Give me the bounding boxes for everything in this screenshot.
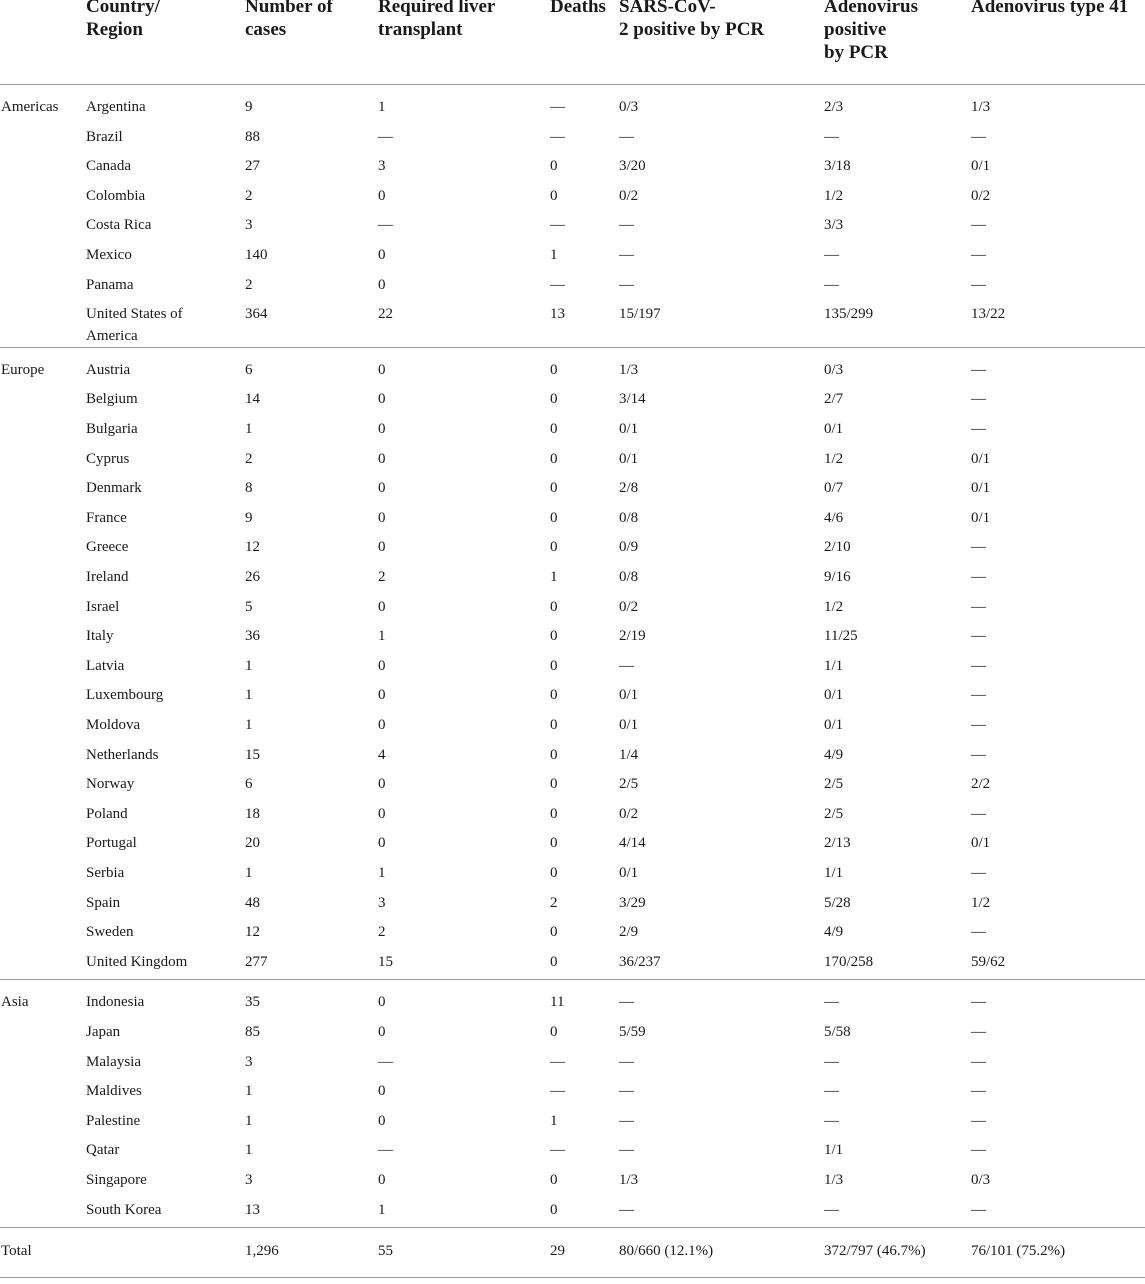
cell-adenovirus: 2/5 <box>824 805 844 822</box>
cell-adenovirus-41: — <box>971 1053 986 1070</box>
cell-cases: 3 <box>245 1053 253 1070</box>
cell-sars-cov-2: 0/1 <box>619 687 639 704</box>
cell-sars-cov-2: 5/59 <box>619 1024 646 1040</box>
cell-adenovirus-41: — <box>971 924 986 941</box>
cell-adenovirus: 170/258 <box>824 953 874 970</box>
cell-sars-cov-2: 3/14 <box>619 391 646 408</box>
cell-adenovirus-41: — <box>971 391 986 408</box>
cell-sars-cov-2: 0/3 <box>619 99 639 115</box>
cell-country: Poland <box>86 805 128 822</box>
cell-cases: 364 <box>245 306 268 323</box>
cell-adenovirus-41: — <box>971 628 986 645</box>
cell-adenovirus-41: 13/22 <box>971 306 1006 323</box>
cell-deaths: 0 <box>550 1201 558 1218</box>
cell-deaths: 0 <box>550 717 558 733</box>
cell-transplant: 0 <box>378 776 386 793</box>
cell-sars-cov-2: — <box>619 1112 634 1129</box>
cell-sars-cov-2: 1/4 <box>619 746 639 763</box>
cell-transplant: 4 <box>378 746 386 763</box>
bottom-rule <box>0 1277 1145 1278</box>
cell-transplant: 2 <box>378 924 386 941</box>
cell-deaths: 1 <box>550 569 558 585</box>
cell-country: United Kingdom <box>86 953 188 970</box>
cell-cases: 85 <box>245 1024 260 1040</box>
cell-deaths: — <box>550 217 565 234</box>
cell-country: Indonesia <box>86 994 145 1011</box>
cell-sars-cov-2: — <box>619 247 634 263</box>
cell-transplant: 0 <box>378 247 386 263</box>
region-label: Americas <box>1 99 59 115</box>
cell-transplant: 0 <box>378 994 386 1011</box>
cell-transplant: 0 <box>378 1024 386 1040</box>
cell-adenovirus: 5/58 <box>824 1024 851 1040</box>
cell-cases: 8 <box>245 480 253 497</box>
cell-transplant: 0 <box>378 539 386 556</box>
cell-country: Bulgaria <box>86 421 138 437</box>
cell-cases: 88 <box>245 128 260 145</box>
cell-adenovirus: 9/16 <box>824 569 851 585</box>
cell-transplant: 0 <box>378 187 386 204</box>
cell-adenovirus: — <box>824 1112 839 1129</box>
cell-cases: 1 <box>245 1112 253 1129</box>
cell-adenovirus-41: — <box>971 994 986 1011</box>
cell-adenovirus-41: 1/3 <box>971 99 991 115</box>
cell-transplant: 1 <box>378 628 386 645</box>
cell-transplant: 0 <box>378 391 386 408</box>
cell-country: Spain <box>86 894 121 911</box>
cell-deaths: 0 <box>550 835 558 852</box>
cell-adenovirus-41: — <box>971 1201 986 1218</box>
cell-sars-cov-2: 0/2 <box>619 805 639 822</box>
cell-adenovirus-41: — <box>971 361 986 378</box>
cell-adenovirus: 1/1 <box>824 1142 844 1159</box>
cell-country: United States of America <box>86 306 183 345</box>
cell-sars-cov-2: 3/20 <box>619 158 646 175</box>
cell-deaths: 1 <box>550 247 558 263</box>
cell-deaths: 0 <box>550 746 558 763</box>
cell-adenovirus-41: 1/2 <box>971 894 991 911</box>
cell-transplant: — <box>378 128 393 145</box>
header-adenovirus-41: Adenovirus type 41 <box>971 0 1129 17</box>
cell-adenovirus: 0/3 <box>824 361 844 378</box>
cell-sars-cov-2: 0/1 <box>619 717 639 733</box>
cell-sars-cov-2: — <box>619 1201 634 1218</box>
cell-transplant: — <box>378 1053 393 1070</box>
cell-cases: 1 <box>245 1142 253 1159</box>
cell-sars-cov-2: — <box>619 1142 634 1159</box>
cell-country: Maldives <box>86 1083 142 1100</box>
cell-cases: 1 <box>245 687 253 704</box>
cell-sars-cov-2: 3/29 <box>619 894 646 911</box>
total-adenovirus: 372/797 (46.7%) <box>824 1243 926 1260</box>
cell-deaths: — <box>550 1053 565 1070</box>
cell-deaths: 0 <box>550 539 558 556</box>
total-deaths: 29 <box>550 1243 565 1260</box>
cell-cases: 14 <box>245 391 260 408</box>
cell-deaths: 0 <box>550 776 558 793</box>
cell-adenovirus: 1/1 <box>824 657 844 674</box>
region-label: Asia <box>1 994 29 1011</box>
cell-adenovirus-41: — <box>971 657 986 674</box>
cell-transplant: 0 <box>378 805 386 822</box>
cell-sars-cov-2: 4/14 <box>619 835 646 852</box>
cell-country: Qatar <box>86 1142 120 1159</box>
cell-adenovirus-41: — <box>971 598 986 615</box>
cell-adenovirus-41: — <box>971 805 986 822</box>
cell-sars-cov-2: 2/8 <box>619 480 639 497</box>
cell-deaths: 0 <box>550 805 558 822</box>
cell-sars-cov-2: 15/197 <box>619 306 661 323</box>
cell-country: Moldova <box>86 717 141 733</box>
cell-country: Costa Rica <box>86 217 152 234</box>
cell-transplant: 0 <box>378 1172 386 1188</box>
cell-cases: 140 <box>245 247 268 263</box>
total-sars-cov-2: 80/660 (12.1%) <box>619 1243 714 1260</box>
header-rule <box>0 84 1145 85</box>
cell-country: Norway <box>86 776 135 793</box>
cell-adenovirus-41: — <box>971 1112 986 1129</box>
cell-adenovirus-41: — <box>971 865 986 881</box>
cell-adenovirus: 0/1 <box>824 717 844 733</box>
cell-deaths: 0 <box>550 687 558 704</box>
cell-adenovirus: 0/7 <box>824 480 844 497</box>
cell-cases: 13 <box>245 1201 260 1218</box>
header-cases: Number of cases <box>245 0 333 40</box>
cell-adenovirus: 2/5 <box>824 776 844 793</box>
cell-adenovirus: 1/2 <box>824 598 844 615</box>
cell-country: Sweden <box>86 924 134 941</box>
group-rule <box>0 979 1145 980</box>
cell-adenovirus: — <box>824 276 839 293</box>
cell-cases: 6 <box>245 776 253 793</box>
cell-deaths: 0 <box>550 953 558 970</box>
cell-transplant: 0 <box>378 657 386 674</box>
cell-adenovirus-41: — <box>971 1024 986 1040</box>
cell-adenovirus-41: 0/1 <box>971 509 991 526</box>
cell-adenovirus-41: — <box>971 421 986 437</box>
cell-deaths: 0 <box>550 509 558 526</box>
cell-country: Greece <box>86 539 129 556</box>
cell-adenovirus: 0/1 <box>824 687 844 704</box>
cell-transplant: 0 <box>378 1083 386 1100</box>
cell-country: Italy <box>86 628 114 645</box>
cell-adenovirus: 1/2 <box>824 187 844 204</box>
cell-transplant: 3 <box>378 158 386 175</box>
cell-transplant: 3 <box>378 894 386 911</box>
cell-adenovirus: 2/3 <box>824 99 844 115</box>
cell-cases: 1 <box>245 1083 253 1100</box>
cell-deaths: 0 <box>550 1172 558 1188</box>
cell-transplant: 0 <box>378 361 386 378</box>
cell-deaths: — <box>550 128 565 145</box>
cell-country: France <box>86 509 127 526</box>
cell-adenovirus-41: 0/2 <box>971 187 991 204</box>
cell-sars-cov-2: — <box>619 276 634 293</box>
cell-cases: 9 <box>245 509 253 526</box>
cell-deaths: 0 <box>550 158 558 175</box>
cell-sars-cov-2: 2/9 <box>619 924 639 941</box>
cell-sars-cov-2: — <box>619 1083 634 1100</box>
total-label: Total <box>1 1243 32 1260</box>
cell-adenovirus: 11/25 <box>824 628 858 645</box>
cell-sars-cov-2: — <box>619 128 634 145</box>
cell-country: Panama <box>86 276 134 293</box>
cell-deaths: 0 <box>550 865 558 881</box>
cell-deaths: 2 <box>550 894 558 911</box>
cell-adenovirus: 3/18 <box>824 158 851 175</box>
region-label: Europe <box>1 361 45 378</box>
cell-deaths: — <box>550 1142 565 1159</box>
cell-adenovirus-41: — <box>971 247 986 263</box>
header-deaths: Deaths <box>550 0 606 17</box>
cell-adenovirus: 0/1 <box>824 421 844 437</box>
total-transplant: 55 <box>378 1243 393 1260</box>
cell-adenovirus-41: — <box>971 746 986 763</box>
cell-cases: 2 <box>245 187 253 204</box>
total-cases: 1,296 <box>245 1243 279 1260</box>
cell-cases: 35 <box>245 994 260 1011</box>
cell-cases: 2 <box>245 450 253 467</box>
cell-country: Argentina <box>86 99 146 115</box>
cell-deaths: 0 <box>550 421 558 437</box>
cell-transplant: 1 <box>378 99 386 115</box>
cell-transplant: 0 <box>378 421 386 437</box>
cell-deaths: 0 <box>550 1024 558 1040</box>
cell-adenovirus-41: 59/62 <box>971 953 1006 970</box>
cell-transplant: — <box>378 1142 393 1159</box>
group-rule <box>0 1227 1145 1228</box>
cell-cases: 1 <box>245 421 253 437</box>
cell-sars-cov-2: 0/1 <box>619 865 639 881</box>
cell-country: Cyprus <box>86 450 130 467</box>
cell-transplant: 0 <box>378 1112 386 1129</box>
group-rule <box>0 347 1145 348</box>
cell-deaths: 0 <box>550 450 558 467</box>
cell-adenovirus: — <box>824 1053 839 1070</box>
cell-deaths: 0 <box>550 924 558 941</box>
cell-adenovirus-41: — <box>971 687 986 704</box>
cell-transplant: 2 <box>378 569 386 585</box>
cell-cases: 3 <box>245 217 253 234</box>
cell-transplant: 0 <box>378 687 386 704</box>
cell-deaths: — <box>550 276 565 293</box>
cell-adenovirus: 1/2 <box>824 450 844 467</box>
cell-adenovirus: 4/6 <box>824 509 844 526</box>
cell-adenovirus: 4/9 <box>824 746 844 763</box>
cell-deaths: 1 <box>550 1112 558 1129</box>
cell-cases: 5 <box>245 598 253 615</box>
cell-deaths: 0 <box>550 628 558 645</box>
header-adenovirus: Adenovirus positive by PCR <box>824 0 918 63</box>
cell-cases: 12 <box>245 539 260 556</box>
cell-adenovirus-41: — <box>971 128 986 145</box>
cell-deaths: 0 <box>550 361 558 378</box>
cell-deaths: 11 <box>550 994 565 1011</box>
cell-transplant: 0 <box>378 509 386 526</box>
cell-adenovirus-41: 0/1 <box>971 835 991 852</box>
cell-country: Ireland <box>86 569 129 585</box>
cell-cases: 15 <box>245 746 260 763</box>
cell-sars-cov-2: — <box>619 1053 634 1070</box>
cell-adenovirus: 135/299 <box>824 306 874 323</box>
cell-sars-cov-2: 0/2 <box>619 598 639 615</box>
cell-country: Palestine <box>86 1112 141 1129</box>
cell-cases: 1 <box>245 717 253 733</box>
cell-cases: 1 <box>245 865 253 881</box>
cell-adenovirus-41: 2/2 <box>971 776 991 793</box>
cell-cases: 36 <box>245 628 260 645</box>
cell-sars-cov-2: 0/2 <box>619 187 639 204</box>
cell-cases: 9 <box>245 99 253 115</box>
cell-country: Mexico <box>86 247 132 263</box>
cell-country: Belgium <box>86 391 138 408</box>
cell-sars-cov-2: 0/1 <box>619 450 639 467</box>
cell-country: Singapore <box>86 1172 147 1188</box>
cell-sars-cov-2: 0/9 <box>619 539 639 556</box>
cell-transplant: 0 <box>378 480 386 497</box>
header-transplant: Required liver transplant <box>378 0 496 40</box>
cell-country: Denmark <box>86 480 142 497</box>
cell-transplant: 22 <box>378 306 393 323</box>
cell-sars-cov-2: — <box>619 994 634 1011</box>
cell-transplant: 0 <box>378 717 386 733</box>
cell-adenovirus: 2/10 <box>824 539 851 556</box>
cell-adenovirus-41: 0/1 <box>971 158 991 175</box>
cell-deaths: 0 <box>550 657 558 674</box>
cell-deaths: 13 <box>550 306 565 323</box>
cell-deaths: 0 <box>550 391 558 408</box>
cell-transplant: 15 <box>378 953 393 970</box>
cell-sars-cov-2: 2/5 <box>619 776 639 793</box>
cell-transplant: 0 <box>378 276 386 293</box>
cell-sars-cov-2: — <box>619 217 634 234</box>
cell-country: Serbia <box>86 865 125 881</box>
cell-country: South Korea <box>86 1201 162 1218</box>
cell-cases: 6 <box>245 361 253 378</box>
cell-adenovirus-41: — <box>971 539 986 556</box>
cell-adenovirus-41: — <box>971 1142 986 1159</box>
cell-sars-cov-2: 2/19 <box>619 628 646 645</box>
cell-sars-cov-2: — <box>619 657 634 674</box>
cell-adenovirus-41: — <box>971 717 986 733</box>
cell-sars-cov-2: 0/1 <box>619 421 639 437</box>
cell-deaths: — <box>550 1083 565 1100</box>
cell-adenovirus: 1/3 <box>824 1172 844 1188</box>
cell-sars-cov-2: 0/8 <box>619 569 639 585</box>
cell-sars-cov-2: 1/3 <box>619 361 639 378</box>
cell-adenovirus-41: — <box>971 569 986 585</box>
cell-country: Austria <box>86 361 131 378</box>
cell-transplant: 0 <box>378 835 386 852</box>
cell-adenovirus: 1/1 <box>824 865 844 881</box>
cell-transplant: 0 <box>378 598 386 615</box>
cell-adenovirus: 2/13 <box>824 835 851 852</box>
cell-cases: 20 <box>245 835 260 852</box>
cell-country: Canada <box>86 158 131 175</box>
cell-transplant: 1 <box>378 1201 386 1218</box>
cell-cases: 18 <box>245 805 260 822</box>
cell-adenovirus: 3/3 <box>824 217 844 234</box>
cell-transplant: 1 <box>378 865 386 881</box>
cell-adenovirus-41: — <box>971 1083 986 1100</box>
cell-adenovirus-41: 0/1 <box>971 450 991 467</box>
cell-cases: 26 <box>245 569 260 585</box>
cell-country: Latvia <box>86 657 125 674</box>
cell-country: Israel <box>86 598 120 615</box>
cell-cases: 3 <box>245 1172 253 1188</box>
cell-adenovirus-41: — <box>971 276 986 293</box>
cell-transplant: 0 <box>378 450 386 467</box>
header-country: Country/ Region <box>86 0 160 40</box>
cell-country: Netherlands <box>86 746 159 763</box>
cell-country: Brazil <box>86 128 123 145</box>
cell-sars-cov-2: 36/237 <box>619 953 661 970</box>
cell-adenovirus: — <box>824 247 839 263</box>
header-sars-cov-2: SARS-CoV- 2 positive by PCR <box>619 0 765 40</box>
cell-adenovirus: — <box>824 128 839 145</box>
cell-deaths: — <box>550 99 565 115</box>
cell-cases: 277 <box>245 953 268 970</box>
cell-country: Malaysia <box>86 1053 141 1070</box>
cell-adenovirus-41: 0/1 <box>971 480 991 497</box>
cell-country: Portugal <box>86 835 137 852</box>
cell-adenovirus: 4/9 <box>824 924 844 941</box>
cell-cases: 27 <box>245 158 260 175</box>
cell-adenovirus-41: — <box>971 217 986 234</box>
cell-country: Colombia <box>86 187 146 204</box>
cell-adenovirus: — <box>824 1201 839 1218</box>
total-adenovirus-41: 76/101 (75.2%) <box>971 1243 1066 1260</box>
cell-adenovirus: — <box>824 994 839 1011</box>
cell-adenovirus: — <box>824 1083 839 1100</box>
cell-sars-cov-2: 0/8 <box>619 509 639 526</box>
cell-cases: 2 <box>245 276 253 293</box>
cell-cases: 12 <box>245 924 260 941</box>
cell-deaths: 0 <box>550 187 558 204</box>
cell-country: Japan <box>86 1024 121 1040</box>
cell-adenovirus: 2/7 <box>824 391 844 408</box>
cell-cases: 1 <box>245 657 253 674</box>
cell-sars-cov-2: 1/3 <box>619 1172 639 1188</box>
cell-adenovirus-41: 0/3 <box>971 1172 991 1188</box>
cell-cases: 48 <box>245 894 260 911</box>
cell-country: Luxembourg <box>86 687 164 704</box>
cell-adenovirus: 5/28 <box>824 894 851 911</box>
cell-deaths: 0 <box>550 598 558 615</box>
cell-transplant: — <box>378 217 393 234</box>
cell-deaths: 0 <box>550 480 558 497</box>
